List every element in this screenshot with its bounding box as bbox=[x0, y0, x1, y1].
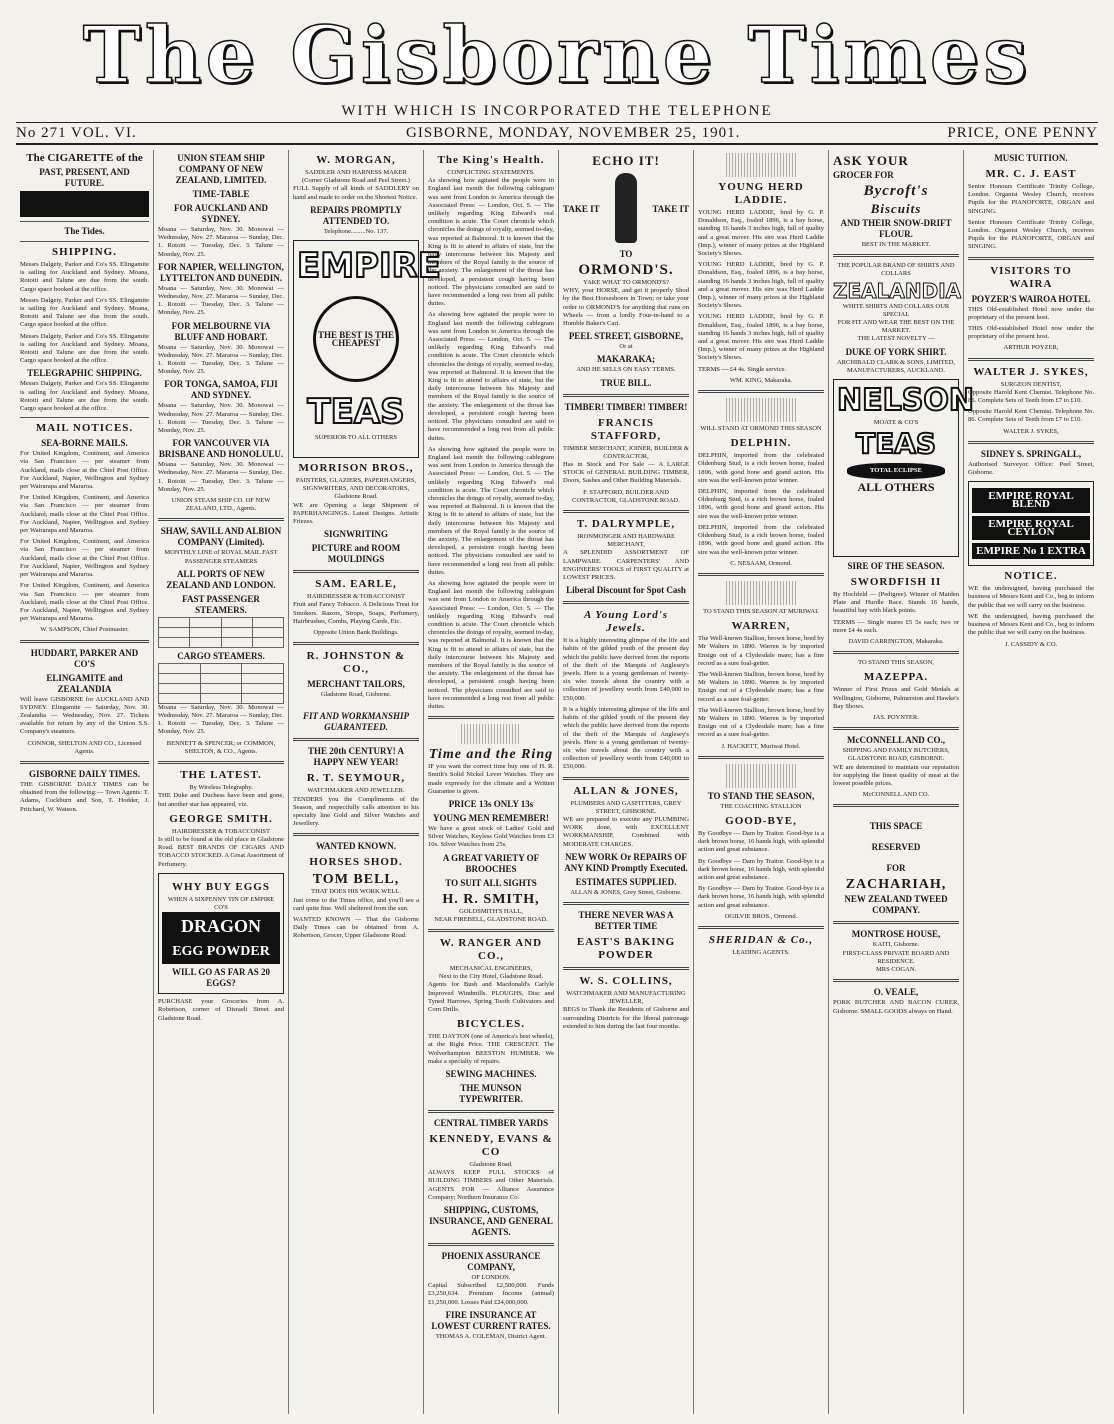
empire-box-1: EMPIRE ROYAL BLEND bbox=[972, 488, 1090, 512]
johnston-addr: Gladstone Road, Gisborne. bbox=[320, 691, 392, 699]
morrison-addr: Gladstone Road. bbox=[334, 493, 378, 501]
dateline bbox=[16, 122, 1098, 145]
for-tonga: FOR TONGA, SAMOA, FIJI AND SYDNEY. bbox=[164, 379, 278, 401]
sykes-title: WALTER J. SYKES, bbox=[973, 365, 1089, 378]
swordfish-owner: DAVID CARRINGTON, Makaraka. bbox=[848, 638, 944, 646]
timetable-text-4: Moana — Saturday, Nov. 30. Monowai — Wednesday, Nov. 27. Mararoa — Sunday, Dec. 1. Rotoiti — Tuesday, Dec. 3. Talune — Monday, Nov. 25. bbox=[158, 402, 284, 435]
goodbye-sub: THE COACHING STALLION bbox=[720, 802, 802, 810]
stafford-sub: TIMBER MERCHANT, JOINER, BUILDER & CONTRACTOR, bbox=[563, 444, 689, 460]
three-castles-banner bbox=[20, 191, 149, 217]
kennedy-title: KENNEDY, EVANS & CO bbox=[429, 1133, 553, 1159]
collins-sub: WATCHMAKER AND MANUFACTURING JEWELLER, bbox=[566, 989, 686, 1006]
all-others: ALL OTHERS bbox=[857, 480, 935, 495]
latest-text: THE Duke and Duchess have been and gone, but another star has appeared, viz. bbox=[158, 792, 284, 808]
latest-sub: By Wireless Telegraphy. bbox=[189, 784, 253, 792]
biscuits: Biscuits bbox=[870, 201, 922, 216]
warren-text-3: The Well-known Stallion, brown horse, bred by Mr Walters in 1890. Warren is by imported Ensign out of a Clydesdale mare; has a fine record as a sure foal-getter. bbox=[698, 706, 824, 739]
young-lord-text-2: It is a highly interesting glimpse of the life and habits of the gilded youth of the present day which the public have derived from the reports of the theft of the Marquis of Anglesey's jewels. Here is a young gentleman of twenty-six who travels about the country with a collection of jewellery worth from £40,000 to £50,000. bbox=[563, 705, 689, 771]
johnston-title: R. JOHNSTON & CO., bbox=[306, 650, 406, 676]
true-bill: TRUE BILL. bbox=[600, 377, 652, 388]
goodbye-text-2: By Goodbye — Dam by Traitor. Good-bye is a dark brown horse, 16 hands high, with splendid action and great substance. bbox=[698, 857, 824, 881]
spot-cash: Liberal Discount for Spot Cash bbox=[566, 585, 686, 596]
bycroft: Bycroft's bbox=[863, 183, 929, 199]
century: THE 20th CENTURY! A HAPPY NEW YEAR! bbox=[308, 746, 404, 768]
latest-title: THE LATEST. bbox=[180, 769, 262, 782]
daily-times-text: THE GISBORNE DAILY TIMES can be obtained from the following:— Town Agents: T. Adams, Cockburn and Son, T. Hodder, J. Pritchard, W. Watson. bbox=[20, 780, 149, 813]
kings-text-1: As showing how agitated the people were in England last month the following cablegram was sent from London to America through the Associated Press: — London, Oct. 5. — The unlikely regarding King Edward's real condition is acute. The Court chronicle which chronicles the doings of royalty, seemed to-day, was reported at Balmoral. It is known that the King is fit to attend to affairs of state, but the daily intercourse between his Majesty and members of the Royal family is the source of the anxiety. The enlargement of the throat has developed, a persistent cough having been noticed. The physicians consulted are said to have recommended a long rest from all public duties. bbox=[428, 177, 554, 308]
earle-text: Fruit and Fancy Tobacco. A Delicious Treat for Smokers. Razors, Strops, Soaps, Perfumery, Hairbrushes, Combs, Playing Cards, Etc. bbox=[293, 601, 419, 625]
seal-text: THE BEST IS THE CHEAPEST bbox=[318, 329, 394, 349]
munson-title: THE MUNSON TYPEWRITER. bbox=[459, 1083, 523, 1105]
morgan-addr: (Corner Gladstone Road and Peel Street.) bbox=[302, 177, 410, 185]
ranger-sub: MECHANICAL ENGINEERS, bbox=[449, 965, 533, 973]
smith-sub: GOLDSMITH'S HALL, bbox=[459, 907, 523, 915]
zealandia: ZEALANDIA bbox=[833, 278, 962, 303]
cigarette-line2: PAST, PRESENT, AND FUTURE. bbox=[39, 167, 130, 188]
mcconnell-sign: McCONNELL AND CO. bbox=[862, 791, 930, 799]
huddart-title: HUDDART, PARKER AND CO'S bbox=[30, 647, 139, 669]
issue-date: GISBORNE, MONDAY, NOVEMBER 25, 1901. bbox=[406, 125, 741, 141]
for-auckland: FOR AUCKLAND AND SYDNEY. bbox=[173, 203, 268, 224]
peel-street: PEEL STREET, GISBORNE, bbox=[568, 331, 684, 342]
morgan-text: FULL Supply of all kinds of SADDLERY on hand and made to order on the Shortest Notice. bbox=[293, 185, 419, 201]
column-7 bbox=[829, 150, 974, 1414]
ormonds-title: ORMOND'S. bbox=[578, 262, 674, 278]
cargo-steamers-table bbox=[158, 663, 284, 704]
huddart-ships: ELINGAMITE and ZEALANDIA bbox=[46, 672, 123, 694]
mail-text-2: For United Kingdom, Continent, and America via San Francisco — per steamer from Auckland, mails close at the Chief Post Office. For Auckland, Napier, Wellington and Sydney per Wairarapa and Mararoa. bbox=[20, 494, 149, 535]
sire-season: SIRE OF THE SEASON. bbox=[847, 561, 945, 572]
morgan-sub: SADDLER AND HARNESS MAKER bbox=[305, 169, 407, 176]
estimates: ESTIMATES SUPPLIED. bbox=[575, 876, 677, 887]
delphin-title: DELPHIN. bbox=[730, 437, 792, 450]
notice-text-2: WE the undersigned, having purchased the business of Messrs Kent and Co., beg to inform the public that we will carry on the business. bbox=[968, 612, 1094, 637]
collins-title: W. S. COLLINS, bbox=[579, 974, 673, 987]
bell-wanted: WANTED KNOWN — That the Gisborne Daily Times can be obtained from A. Robertson, Grocer, Upper Gladstone Road. bbox=[293, 916, 419, 940]
for-melbourne: FOR MELBOURNE VIA BLUFF AND HOBART. bbox=[171, 320, 271, 342]
fast-steamers-title: FAST PASSENGER STEAMERS. bbox=[182, 593, 260, 615]
postmaster: W. SAMPSON, Chief Postmaster. bbox=[40, 626, 129, 634]
tweed-company: NEW ZEALAND TWEED COMPANY. bbox=[844, 894, 948, 916]
allan-sub: PLUMBERS AND GASFITTERS, GREY STREET, GISBORNE. bbox=[570, 799, 682, 815]
signwriting: SIGNWRITING bbox=[323, 529, 388, 540]
morgan-repairs: REPAIRS PROMPTLY ATTENDED TO. bbox=[310, 204, 402, 226]
leading-agents: LEADING AGENTS. bbox=[732, 948, 790, 956]
empire-box-3: EMPIRE No 1 EXTRA bbox=[972, 543, 1090, 559]
poyzer: POYZER'S WAIROA HOTEL bbox=[971, 293, 1091, 304]
george-sub: HAIRDRESSER & TOBACCONIST bbox=[172, 827, 270, 835]
cigarette-line1: The CIGARETTE of the bbox=[26, 152, 143, 164]
kennedy-addr: Gladstone Road. bbox=[469, 1161, 513, 1169]
kennedy-text: ALWAYS KEEP FULL STOCKS of BUILDING TIMBERS and Other Materials. AGENTS FOR — Alliance Assurance Company; Northern Insurance Co. bbox=[428, 1169, 554, 1201]
grocer-for: GROCER FOR bbox=[833, 170, 894, 180]
goodbye-title: GOOD-BYE, bbox=[725, 814, 797, 827]
shipping-title: SHIPPING. bbox=[52, 246, 117, 258]
stafford-sign: F. STAFFORD, BUILDER AND CONTRACTOR, GLADSTONE ROAD. bbox=[572, 488, 680, 504]
take-it-row bbox=[563, 173, 689, 243]
for-napier: FOR NAPIER, WELLINGTON, LYTTELTON AND DUNEDIN. bbox=[158, 261, 284, 283]
music-title: MUSIC TUITION. bbox=[994, 153, 1068, 163]
time-title: Time and the Ring bbox=[428, 747, 554, 763]
dalrymple-title: T. DALRYMPLE, bbox=[576, 518, 676, 531]
to-text: TO bbox=[619, 249, 633, 259]
mazeppa-title: MAZEPPA. bbox=[863, 671, 929, 684]
smith-addr: NEAR FIREBELL, GLADSTONE ROAD. bbox=[434, 915, 548, 923]
fast-steamers-table bbox=[158, 617, 284, 648]
kings-title: The King's Health. bbox=[437, 154, 545, 166]
stand-goodbye: TO STAND THE SEASON, bbox=[707, 790, 815, 801]
herd-terms: TERMS — £4 4s. Single service. bbox=[698, 365, 787, 373]
timetable-text-3: Moana — Saturday, Nov. 30. Monowai — Wednesday, Nov. 27. Mararoa — Sunday, Dec. 1. Rotoiti — Tuesday, Dec. 3. Talune — Monday, Nov. 25. bbox=[158, 343, 284, 376]
veale: O. VEALE, bbox=[873, 987, 919, 998]
earle-sub: HAIRDRESSER & TOBACCONIST bbox=[307, 593, 405, 601]
empire-teas-ad bbox=[293, 240, 442, 458]
column-8 bbox=[964, 150, 1098, 1414]
suit-sights: TO SUIT ALL SIGHTS bbox=[445, 877, 537, 888]
egg-powder-ad bbox=[158, 873, 284, 994]
total-eclipse: TOTAL ECLIPSE bbox=[847, 463, 945, 479]
echo-it: ECHO IT! bbox=[592, 153, 660, 168]
sykes-text-2: Opposite Harold Kent Chemist. Telephone No. 86. Complete Sets of Teeth from £7 to £10. bbox=[968, 408, 1094, 424]
timetable-text-2: Moana — Saturday, Nov. 30. Monowai — Wednesday, Nov. 27. Mararoa — Sunday, Dec. 1. Rotoiti — Tuesday, Dec. 3. Talune — Monday, Nov. 25. bbox=[158, 284, 284, 317]
cogan: MRS COGAN. bbox=[875, 966, 917, 974]
nelson-teas-ad bbox=[833, 379, 974, 557]
daily-times-title: GISBORNE DAILY TIMES. bbox=[29, 768, 140, 779]
earle-title: SAM. EARLE, bbox=[315, 578, 397, 591]
teas-word: TEAS bbox=[307, 392, 405, 433]
huddart-agents: CONNOR, SHELTON AND CO., Licensed Agents. bbox=[27, 739, 142, 755]
newspaper-subtitle: WITH WHICH IS INCORPORATED THE TELEPHONE bbox=[341, 103, 773, 119]
notice-text: WE the undersigned, having purchased the business of Messrs Kent and Co., beg to inform the public that we will carry on the business. bbox=[968, 585, 1094, 609]
central-title: CENTRAL TIMBER YARDS bbox=[433, 1118, 549, 1129]
popular-brand: THE POPULAR BRAND OF SHIRTS AND COLLARS bbox=[837, 262, 955, 278]
bicycles-title: BICYCLES. bbox=[457, 1018, 525, 1031]
horse-illustration-3 bbox=[726, 581, 796, 605]
morrison-text: WE are Opening a large Shipment of PAPERHANGINGS. Latest Designs. Artistic Friezes. bbox=[293, 501, 419, 526]
space-3: FOR bbox=[886, 863, 906, 874]
seymour-text: TENDERS you the Compliments of the Season, and respectfully calls attention to his specialty line Gold and Silver Watches and Jewellery. bbox=[293, 795, 419, 828]
stand-mazeppa: TO STAND THIS SEASON, bbox=[858, 659, 934, 667]
phoenix-sub: OF LONDON. bbox=[471, 1274, 511, 1282]
collins-text: BEGS to Thank the Residents of Gisborne and surrounding Districts for the liberal patronage extended to him during the last four months. bbox=[563, 1006, 689, 1030]
column-4 bbox=[424, 150, 559, 1414]
timetable-text-5: Moana — Saturday, Nov. 30. Monowai — Wednesday, Nov. 27. Mararoa — Sunday, Dec. 1. Rotoiti — Tuesday, Dec. 3. Talune — Monday, Nov. 25. bbox=[158, 461, 284, 493]
telegraphic-title: TELEGRAPHIC SHIPPING. bbox=[27, 368, 142, 379]
poyzer-text-2: THIS Old-established Hotel now under the proprietary of the present host. bbox=[968, 325, 1094, 341]
young-lord-title: A Young Lord's Jewels. bbox=[583, 609, 669, 635]
sykes-sub: SURGEON DENTIST, bbox=[1000, 380, 1062, 388]
latest-novelty: THE LATEST NOVELTY — bbox=[857, 335, 935, 343]
column-6 bbox=[694, 150, 829, 1414]
poyzer-text: THIS Old-established Hotel now under the proprietary of the present host. bbox=[968, 305, 1094, 321]
young-herd-title: YOUNG HERD LADDIE. bbox=[718, 181, 804, 206]
wanted-title: WANTED KNOWN. bbox=[315, 841, 396, 852]
sewing-title: SEWING MACHINES. bbox=[445, 1069, 537, 1080]
shipping-text-more2: Messrs Dalgety, Parker and Co's SS. Elingamite is sailing for Auckland and Sydney. Moana, Rotoiti and Talune are due from the south. Cargo space booked at the office. bbox=[20, 332, 149, 365]
telegraphic-text: Messrs Dalgety, Parker and Co's SS. Elingamite is sailing for Auckland and Sydney. Moana, Rotoiti and Talune are due from the south. Cargo space booked at the office. bbox=[20, 380, 149, 413]
allan-sign: ALLAN & JONES, Grey Street, Gisborne. bbox=[570, 888, 682, 896]
horse-illustration-4 bbox=[726, 764, 796, 788]
nelson: NELSON bbox=[837, 383, 974, 419]
eggs-powder: EGG POWDER bbox=[162, 940, 280, 964]
horse-illustration-2 bbox=[726, 398, 796, 422]
johnston-sub: MERCHANT TAILORS, bbox=[307, 679, 405, 690]
warren-title: WARREN, bbox=[731, 620, 791, 633]
swordfish-title: SWORDFISH II bbox=[850, 576, 942, 589]
huddart-text: Will leave GISBORNE for AUCKLAND AND SYDNEY. Elingamite — Saturday, Nov. 30. Zealandia — Wednesday, Nov. 27. Tickets available for return by any of the Union S.S. Company's steamers. bbox=[20, 695, 149, 736]
white-shirts: WHITE SHIRTS AND COLLARS OUR SPECIAL bbox=[842, 302, 950, 318]
snow-drift: AND THEIR SNOW-DRIFT FLOUR. bbox=[840, 218, 952, 239]
shaw-text: Moana — Saturday, Nov. 30. Monowai — Wednesday, Nov. 27. Mararoa — Sunday, Dec. 1. Rotoiti — Tuesday, Dec. 3. Talune — Monday, Nov. 25. bbox=[158, 703, 284, 736]
eggs-line3: WILL GO AS FAR AS 20 EGGS? bbox=[171, 967, 271, 989]
young-men: YOUNG MEN REMEMBER! bbox=[433, 813, 549, 824]
column-2 bbox=[154, 150, 289, 1414]
shaw-title: SHAW, SAVILL AND ALBION COMPANY (Limited). bbox=[160, 526, 282, 548]
seymour-sub: WATCHMAKER AND JEWELLER. bbox=[307, 787, 405, 795]
herd-owner: WM. KING, Makaraka. bbox=[729, 376, 793, 384]
duke-shirt: DUKE OF YORK SHIRT. bbox=[845, 346, 947, 357]
empire-word: EMPIRE bbox=[297, 246, 442, 287]
monthly-line: MONTHLY LINE of ROYAL MAIL FAST PASSENGER STEAMERS bbox=[164, 549, 278, 565]
clock-illustration bbox=[461, 724, 521, 744]
newspaper-title: The Gisborne Times bbox=[82, 10, 1032, 101]
new-work: NEW WORK Or REPAIRS OF ANY KIND Promptly Executed. bbox=[564, 851, 688, 873]
veale-text: PORK BUTCHER AND BACON CURER, Gisborne. SMALL GOODS always on Hand. bbox=[833, 999, 959, 1015]
phoenix-title: PHOENIX ASSURANCE COMPANY, bbox=[441, 1251, 541, 1273]
sykes-text: Opposite Harold Kent Chemist. Telephone No. 86. Complete Sets of Teeth from £7 to £10. bbox=[968, 388, 1094, 405]
issue-price: PRICE, ONE PENNY bbox=[947, 125, 1098, 141]
fit-guaranteed: FIT AND WORKMANSHIP GUARANTEED. bbox=[302, 711, 410, 733]
george-text: Is still to be found at the old place in Gladstone Road. BEST BRANDS OF CIGARS AND TOBACCO STOCKED. A Great Assortment of Perfumery. bbox=[158, 835, 284, 868]
delphin-text-1: DELPHIN, imported from the celebrated Oldenburg Stud, is a rich brown horse, foaled 1896, with good bone and grand action. His sire was the well-known prize winner. bbox=[698, 452, 824, 484]
eggs-text: PURCHASE your Groceries from A. Robertson, corner of Disraeli Street and Gladstone Road. bbox=[158, 998, 284, 1022]
montrose-sub: KAITI, Gisborne. bbox=[872, 941, 920, 949]
bell-sub: THAT DOES HIS WORK WELL. bbox=[311, 888, 401, 896]
mcconnell-title: McCONNELL AND CO., bbox=[846, 735, 945, 746]
springall: SIDNEY S. SPRINGALL, bbox=[980, 448, 1082, 459]
bottle-illustration bbox=[615, 173, 637, 243]
warren-text-1: The Well-known Stallion, brown horse, bred by Mr Walters in 1890. Warren is by imported Ensign out of a Clydesdale mare; has a fine record as a sure foal-getter. bbox=[698, 635, 824, 667]
zachariah: ZACHARIAH, bbox=[845, 877, 947, 893]
fire-insurance: FIRE INSURANCE AT LOWEST CURRENT RATES. bbox=[431, 1309, 551, 1331]
for-vancouver: FOR VANCOUVER VIA BRISBANE AND HONOLULU. bbox=[158, 438, 284, 460]
union-agents: UNION STEAM SHIP CO. OF NEW ZEALAND, LTD., Agents. bbox=[171, 497, 271, 513]
music-text: Senior Honours Certificate Trinity College, London. Organist Wesley Church, receives Pupils for the PIANOFORTE, ORGAN and SINGING. bbox=[968, 183, 1094, 215]
mail-text: For United Kingdom, Continent, and America via San Francisco — per steamer from Auckland, mails close at the Chief Post Office. For Auckland, Napier, Wellington and Sydney per Wairarapa and Mararoa. bbox=[20, 450, 149, 491]
columns bbox=[16, 150, 1098, 1414]
newspaper-page bbox=[16, 10, 1098, 1414]
delphin-text-2: DELPHIN, imported from the celebrated Oldenburg Stud, is a rich brown horse, foaled 1896, with good bone and grand action. His sire was the well-known prize winner. bbox=[698, 488, 824, 520]
makaraka: MAKARAKA; bbox=[597, 354, 655, 365]
goodbye-owner: OGILVIE BROS., Ormond. bbox=[724, 912, 798, 920]
nelson-teas: TEAS bbox=[855, 427, 937, 461]
cargo-steamers-title: CARGO STEAMERS. bbox=[177, 650, 265, 661]
nesaam: C. NESAAM, Ormond. bbox=[730, 559, 792, 567]
empire-box-2: EMPIRE ROYAL CEYLON bbox=[972, 516, 1090, 540]
young-lord-text-1: It is a highly interesting glimpse of the life and habits of the gilded youth of the present day which the public have derived from the reports of the theft of the Marquis of Anglesey's jewels. Here is a young gentleman of twenty-six who travels about the country with a collection of jewellery worth from £40,000 to £50,000. bbox=[563, 637, 689, 702]
easy-terms: AND HE SELLS ON EASY TERMS. bbox=[576, 366, 676, 374]
price-line: PRICE 13s ONLY 13s bbox=[448, 799, 534, 810]
morrison-sub: PAINTERS, GLAZIERS, PAPERHANGERS, SIGNWRITERS, AND DECORATORS, bbox=[295, 477, 417, 493]
column-5 bbox=[559, 150, 694, 1414]
ranger-title: W. RANGER AND CO., bbox=[439, 937, 543, 963]
phoenix-text: Capital Subscribed £2,500,000. Funds £3,250,634. Premium Income (annual) £1,250,000. Losses Paid £24,000,000. bbox=[428, 1282, 554, 1306]
all-ports: ALL PORTS OF NEW ZEALAND AND LONDON. bbox=[166, 568, 276, 590]
column-1 bbox=[16, 150, 154, 1414]
delphin-text-3: DELPHIN, imported from the celebrated Oldenburg Stud, is a rich brown horse, foaled 1896, with good bone and grand action. His sire was the well-known prize winner. bbox=[698, 523, 824, 556]
notice-title: NOTICE. bbox=[1004, 570, 1058, 583]
cassidy: J. CASSIDY & CO. bbox=[1004, 640, 1058, 648]
goodbye-text-3: By Goodbye — Dam by Traitor. Good-bye is a dark brown horse, 16 hands high, with splendid action and great substance. bbox=[698, 885, 824, 909]
swordfish-text: By Hochfeld — (Pedigree). Winner of Maiden Plate and Hurdle Race. Stands 16 hands, beautiful bay with black points. bbox=[833, 591, 959, 615]
conflicting: CONFLICTING STATEMENTS. bbox=[447, 169, 535, 176]
seymour-title: R. T. SEYMOUR, bbox=[306, 772, 406, 785]
take-it-right: TAKE IT bbox=[652, 203, 689, 214]
music-name: MR. C. J. EAST bbox=[985, 168, 1077, 180]
archibald: ARCHIBALD CLARK & SONS, LIMITED, MANUFACTURERS, AUCKLAND. bbox=[836, 358, 956, 374]
shipping-customs: SHIPPING, CUSTOMS, INSURANCE, AND GENERAL AGENTS. bbox=[429, 1205, 553, 1238]
springall-text: Authorised Surveyor. Office: Peel Street, Gisborne. bbox=[968, 460, 1094, 477]
goodbye-text-1: By Goodbye — Dam by Traitor. Good-bye is a dark brown horse, 16 hands high, with splendid action and great substance. bbox=[698, 829, 824, 854]
column-3 bbox=[289, 150, 442, 1414]
mail-text-4: For United Kingdom, Continent, and America via San Francisco — per steamer from Auckland, mails close at the Chief Post Office. For Auckland, Napier, Wellington and Sydney per Wairarapa and Mararoa. bbox=[20, 582, 149, 623]
mail-text-3: For United Kingdom, Continent, and America via San Francisco — per steamer from Auckland, mails close at the Chief Post Office. For Auckland, Napier, Wellington and Sydney per Wairarapa and Mararoa. bbox=[20, 538, 149, 579]
allan-text: WE are prepared to execute any PLUMBING WORK done, with EXCELLENT WORKMANSHIP, Combined with MODERATE CHARGES. bbox=[563, 815, 689, 848]
stafford-text: Has in Stock and For Sale — A LARGE STOCK of GENERAL BUILDING TIMBER, Doors, Sashes and Other Building Materials. bbox=[563, 461, 689, 485]
montrose: MONTROSE HOUSE, bbox=[851, 929, 941, 940]
eggs-dragon: DRAGON bbox=[162, 912, 280, 940]
bell-text: Just come to the Times office, and you'll see a card quite fine. Well sheltered from the sun. bbox=[293, 896, 419, 912]
herd-text-1: YOUNG HERD LADDIE, bred by G. P. Donaldson, Esq., foaled 1896, is a bay horse, standing 16 hands 3 inches high, full of quality and a great mover. His sire was Herd Laddie (Imp.), winner of many prizes at the Highland Society's Shows. bbox=[698, 209, 824, 258]
kings-text-3: As showing how agitated the people were in England last month the following cablegram was sent from London to America through the Associated Press: — London, Oct. 5. — The unlikely regarding King Edward's real condition is acute. The Court chronicle which chronicles the doings of royalty, seemed to-day, was reported at Balmoral. It is known that the King is fit to attend to affairs of state, but the daily intercourse between his Majesty and members of the Royal family is the source of the anxiety. The enlargement of the throat has developed, a persistent cough having been noticed. The physicians consulted are said to have recommended a long rest from all public duties. bbox=[428, 445, 554, 576]
never-better: THERE NEVER WAS A BETTER TIME bbox=[578, 909, 674, 931]
best-market: BEST IN THE MARKET. bbox=[861, 241, 931, 248]
moate: MOATE & CO'S bbox=[873, 419, 919, 427]
ormonds-text: WHY, your HORSE, and get it properly Shod by the Best Horseshoers in Town; or take your order to ORMOND'S for anything that runs on Wheels — from a lordly Four-in-hand to a Humble Baker's Cart. bbox=[563, 287, 689, 328]
ranger-text: Agents for Bush and Macdonald's Carlyle Improved Windmills. PLOUGHS, Disc and Tyned Harrows, Spring Tooth Cultivators and Corn Drills. bbox=[428, 981, 554, 1014]
young-text: We have a great stock of Ladies' Gold and Silver Watches, Keyless Gold Watches from £3 10s. Silver Watches from 25s. bbox=[428, 825, 554, 849]
herd-text-3: YOUNG HERD LADDIE, bred by G. P. Donaldson, Esq., foaled 1896, is a bay horse, standing 16 hands 3 inches high, full of quality and a great mover. His sire was Herd Laddie (Imp.), winner of many prizes at the Highland Society's Shows. bbox=[698, 313, 824, 362]
morrison-title: MORRISON BROS., bbox=[298, 462, 414, 475]
space-2: RESERVED bbox=[871, 842, 921, 853]
stand-delphin: WILL STAND AT ORMOND THIS SEASON bbox=[700, 425, 822, 433]
union-title: UNION STEAM SHIP COMPANY OF NEW ZEALAND, LIMITED. bbox=[175, 153, 267, 185]
bennett-agents: BENNETT & SPENCER; or COMMON, SHELTON, & CO., Agents. bbox=[166, 739, 276, 755]
ormonds-question: YAKE WHAT TO ORMOND'S? bbox=[583, 279, 669, 286]
mcconnell-text: WE are determined to maintain our reputation for supplying the finest quality of meat at the lowest possible prices. bbox=[833, 763, 959, 788]
timetable-text-1: Moana — Saturday, Nov. 30. Monowai — Wednesday, Nov. 27. Mararoa — Sunday, Dec. 1. Rotoiti — Tuesday, Dec. 3. Talune — Monday, Nov. 25. bbox=[158, 226, 284, 258]
kings-text-2: As showing how agitated the people were in England last month the following cablegram was sent from London to America through the Associated Press: — London, Oct. 5. — The unlikely regarding King Edward's real condition is acute. The Court chronicle which chronicles the doings of royalty, seemed to-day, was reported at Balmoral. It is known that the King is fit to attend to affairs of state, but the daily intercourse between his Majesty and members of the Royal family is the source of the anxiety. The enlargement of the throat has developed, a persistent cough having been noticed. The physicians consulted are said to have recommended a long rest from all public duties. bbox=[428, 311, 554, 442]
eggs-line2: WHEN A SIXPENNY TIN OF EMPIRE CO'S bbox=[167, 895, 275, 911]
picture-mouldings: PICTURE and ROOM MOULDINGS bbox=[311, 543, 401, 565]
horse-illustration bbox=[726, 153, 796, 177]
allan-title: ALLAN & JONES, bbox=[573, 784, 679, 797]
timetable-title: TIME-TABLE bbox=[192, 189, 250, 199]
bell-title: TOM BELL, bbox=[312, 872, 400, 888]
empire-boxes bbox=[968, 481, 1094, 566]
arthur-poyzer: ARTHUR POYZER, bbox=[1003, 344, 1059, 352]
brooches: A GREAT VARIETY OF BROOCHES bbox=[442, 852, 540, 874]
herd-text-2: YOUNG HERD LADDIE, bred by G. P. Donaldson, Esq., foaled 1896, is a bay horse, standing 16 hands 3 inches high, full of quality and a great mover. His sire was Herd Laddie (Imp.), winner of many prizes at the Highland Society's Shows. bbox=[698, 261, 824, 310]
mcconnell-sub: SHIPPING AND FAMILY BUTCHERS, GLADSTONE ROAD, GISBORNE. bbox=[842, 747, 950, 763]
ranger-addr: Next to the City Hotel, Gladstone Road. bbox=[438, 973, 544, 981]
space-1: THIS SPACE bbox=[869, 821, 923, 832]
mazeppa-text: Winner of First Prizes and Gold Medals at Wellington, Gisborne, Palmerston and Hawke's Bay Shows. bbox=[833, 686, 959, 710]
easts-baking-powder: EAST'S BAKING POWDER bbox=[576, 935, 676, 961]
sheridan: SHERIDAN & Co., bbox=[708, 933, 814, 946]
morgan-title: W. MORGAN, bbox=[316, 154, 396, 166]
dalrymple-sub: IRONMONGER AND HARDWARE MERCHANT, bbox=[577, 533, 675, 549]
coleman: THOMAS A. COLEMAN, District Agent. bbox=[435, 1332, 547, 1340]
smith-title: H. R. SMITH, bbox=[442, 891, 540, 907]
eggs-line1: WHY BUY EGGS bbox=[172, 880, 270, 893]
superior: SUPERIOR TO ALL OTHERS bbox=[314, 434, 398, 442]
horses-shod: HORSES SHOD. bbox=[309, 856, 403, 869]
swordfish-terms: TERMS — Single mares £5 5s each; two or more £4 4s each. bbox=[833, 618, 959, 634]
stafford-title: FRANCIS STAFFORD, bbox=[590, 416, 662, 442]
or-at: Or at bbox=[619, 343, 633, 351]
fit-wear: FOR FIT AND WEAR THE BEST ON THE MARKET. bbox=[837, 319, 955, 335]
bicycles-text: THE DAYTON (one of America's best wheels), at the Right Price. THE CRESCENT. The Wolverhampton BEESTON HUMBER. We make a specialty of repairs. bbox=[428, 1033, 554, 1065]
morgan-tel: Telephone.........No. 137. bbox=[323, 227, 389, 235]
music-text-2: Senior Honours Certificate Trinity College, London. Organist Wesley Church, receives Pupils for the PIANOFORTE, ORGAN and SINGING. bbox=[968, 218, 1094, 251]
warren-text-2: The Well-known Stallion, brown horse, bred by Mr Walters in 1890. Warren is by imported Ensign out of a Clydesdale mare; has a fine record as a sure foal-getter. bbox=[698, 670, 824, 703]
dalrymple-text: A SPLENDID ASSORTMENT OF LAMPWARE. CARPENTERS' AND ENGINEERS' TOOLS of FIRST QUALITY at LOWEST PRICES. bbox=[563, 549, 689, 582]
best-seal bbox=[313, 296, 399, 382]
sykes-sign: WALTER J. SYKES, bbox=[1003, 427, 1059, 435]
first-class: FIRST-CLASS PRIVATE BOARD AND RESIDENCE. bbox=[842, 949, 950, 965]
seaborne-title: SEA-BORNE MAILS. bbox=[41, 438, 128, 449]
poynter: JAS. POYNTER. bbox=[873, 714, 919, 722]
kings-text-4: As showing how agitated the people were in England last month the following cablegram was sent from London to America through the Associated Press: — London, Oct. 5. — The unlikely regarding King Edward's real condition is acute. The Court chronicle which chronicles the doings of royalty, seemed to-day, was reported at Balmoral. It is known that the King is fit to attend to affairs of state, but the daily intercourse between his Majesty and members of the Royal family is the source of the anxiety. The enlargement of the throat has developed, a persistent cough having been noticed. The physicians consulted are said to have recommended a long rest from all public duties. bbox=[428, 579, 554, 710]
visitors: VISITORS TO WAIRA bbox=[990, 264, 1072, 290]
shipping-text: Messrs Dalgety, Parker and Co's SS. Elingamite is sailing for Auckland and Sydney. Moana, Rotoiti and Talune are due from the south. Cargo space booked at the office. bbox=[20, 261, 149, 293]
tides-title: The Tides. bbox=[64, 226, 105, 236]
time-text: IF you want the correct time buy one of H. R. Smith's Solid Nickel Lever Watches. They are made expressly for the climate and a Written Guarantee is given. bbox=[428, 763, 554, 795]
mail-title: MAIL NOTICES. bbox=[35, 422, 134, 435]
earle-addr: Opposite Union Bank Buildings. bbox=[313, 629, 399, 637]
take-it-left: TAKE IT bbox=[563, 203, 600, 214]
issue-number: No 271 VOL. VI. bbox=[16, 125, 137, 141]
ask-your: ASK YOUR bbox=[833, 153, 909, 168]
george-smith: GEORGE SMITH. bbox=[169, 812, 273, 825]
shipping-text-more: Messrs Dalgety, Parker and Co's SS. Elingamite is sailing for Auckland and Sydney. Moana, Rotoiti and Talune are due from the south. Cargo space booked at the office. bbox=[20, 296, 149, 329]
timber-header: TIMBER! TIMBER! TIMBER! bbox=[564, 401, 688, 412]
hackett: J. HACKETT, Muriwai Hotel. bbox=[721, 742, 801, 750]
stand-warren: TO STAND THIS SEASON AT MURIWAI. bbox=[703, 607, 819, 615]
